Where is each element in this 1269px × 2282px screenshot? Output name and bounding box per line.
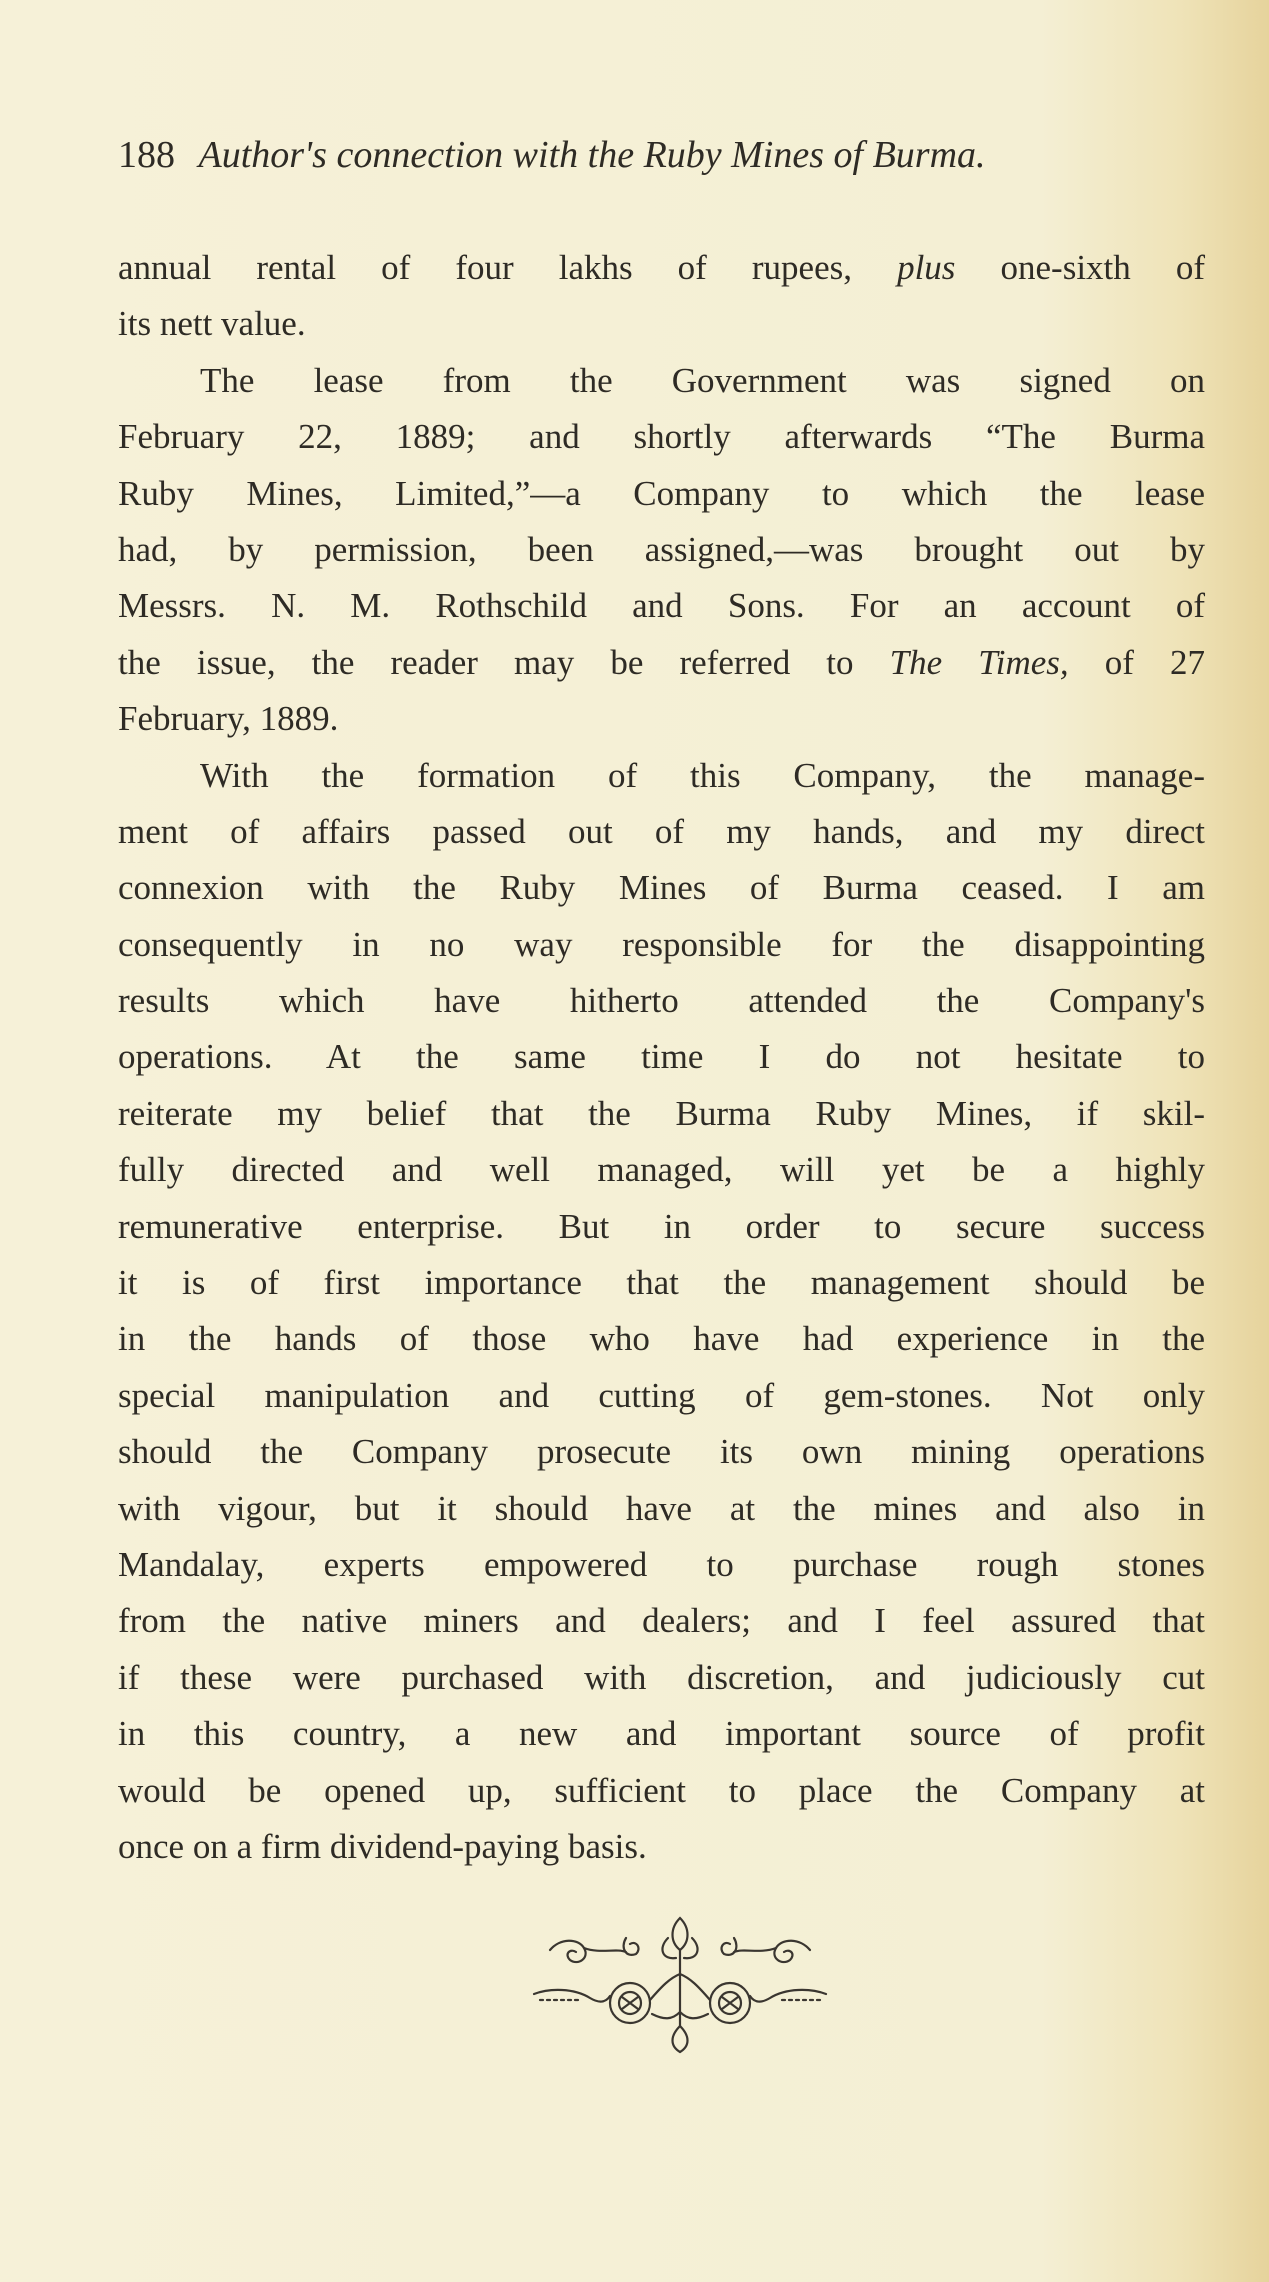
text-segment: in this country, a new and important source of profit <box>118 1714 1205 1754</box>
page-number: 188 <box>118 134 175 176</box>
text-line <box>118 353 1205 409</box>
text-line <box>118 635 1205 691</box>
body-text <box>118 240 1205 1875</box>
running-title: Author's connection with the Ruby Mines of Burma. <box>198 134 986 176</box>
text-line <box>118 409 1205 465</box>
text-line <box>118 1819 1205 1875</box>
text-segment: reiterate my belief that the Burma Ruby Mines, if skil- <box>118 1093 1205 1133</box>
text-segment: in the hands of those who have had experience in the <box>118 1319 1205 1359</box>
text-line <box>118 1199 1205 1255</box>
text-segment: remunerative enterprise. But in order to secure success <box>118 1206 1205 1246</box>
text-line <box>118 1481 1205 1537</box>
text-line <box>118 1255 1205 1311</box>
text-segment: the issue, the reader may be referred to <box>118 642 890 682</box>
text-line <box>118 296 1205 352</box>
text-line <box>118 1706 1205 1762</box>
text-line <box>118 1142 1205 1198</box>
text-line <box>118 917 1205 973</box>
text-line <box>118 578 1205 634</box>
running-header <box>118 130 1158 180</box>
text-segment: operations. At the same time I do not hesitate to <box>118 1037 1205 1077</box>
text-segment: fully directed and well managed, will yet be a highly <box>118 1150 1205 1190</box>
italic-text: plus <box>897 248 956 287</box>
text-segment: once on a firm dividend-paying basis. <box>118 1826 647 1866</box>
text-line <box>118 691 1205 747</box>
text-segment: Ruby Mines, Limited,”—a Company to which the lease <box>118 473 1205 513</box>
text-line <box>118 1537 1205 1593</box>
text-segment: The lease from the Government was signed on <box>200 360 1205 400</box>
text-segment: would be opened up, sufficient to place the Company at <box>118 1770 1205 1810</box>
text-segment: connexion with the Ruby Mines of Burma ceased. I am <box>118 868 1205 908</box>
text-line <box>118 1650 1205 1706</box>
text-segment: its nett value. <box>118 304 306 344</box>
text-segment: February 22, 1889; and shortly afterwards “The Burma <box>118 417 1205 457</box>
text-line <box>118 1029 1205 1085</box>
text-segment: special manipulation and cutting of gem-stones. Not only <box>118 1375 1205 1415</box>
text-line <box>118 466 1205 522</box>
text-line <box>118 1424 1205 1480</box>
text-line <box>118 804 1205 860</box>
text-segment: of 27 <box>1068 642 1205 682</box>
floral-tailpiece-ornament-icon <box>530 1908 830 2058</box>
text-segment: With the formation of this Company, the manage- <box>200 755 1205 795</box>
text-segment: Messrs. N. M. Rothschild and Sons. For an account of <box>118 586 1205 626</box>
text-line <box>118 1593 1205 1649</box>
text-line <box>118 1311 1205 1367</box>
text-line <box>118 973 1205 1029</box>
text-segment: it is of first importance that the management should be <box>118 1263 1205 1303</box>
text-line <box>118 1763 1205 1819</box>
text-line <box>118 522 1205 578</box>
text-line <box>118 1086 1205 1142</box>
text-line <box>118 240 1205 296</box>
text-segment: consequently in no way responsible for the disappointing <box>118 924 1205 964</box>
text-line <box>118 1368 1205 1424</box>
text-segment: annual rental of four lakhs of rupees, <box>118 248 898 287</box>
text-segment: should the Company prosecute its own mining operations <box>118 1432 1205 1472</box>
text-segment: Mandalay, experts empowered to purchase rough stones <box>118 1544 1205 1584</box>
text-segment: results which have hitherto attended the Company's <box>118 981 1205 1021</box>
text-segment: from the native miners and dealers; and I feel assured that <box>118 1601 1205 1641</box>
text-segment: one-sixth of <box>955 248 1205 287</box>
text-segment: ment of affairs passed out of my hands, and my direct <box>118 811 1205 851</box>
text-line <box>118 860 1205 916</box>
text-segment: February, 1889. <box>118 699 339 739</box>
text-segment: with vigour, but it should have at the mines and also in <box>118 1488 1205 1528</box>
text-line <box>118 748 1205 804</box>
text-segment: had, by permission, been assigned,—was brought out by <box>118 529 1205 569</box>
text-segment: if these were purchased with discretion, and judiciously cut <box>118 1657 1205 1697</box>
italic-text: The Times, <box>889 642 1069 682</box>
